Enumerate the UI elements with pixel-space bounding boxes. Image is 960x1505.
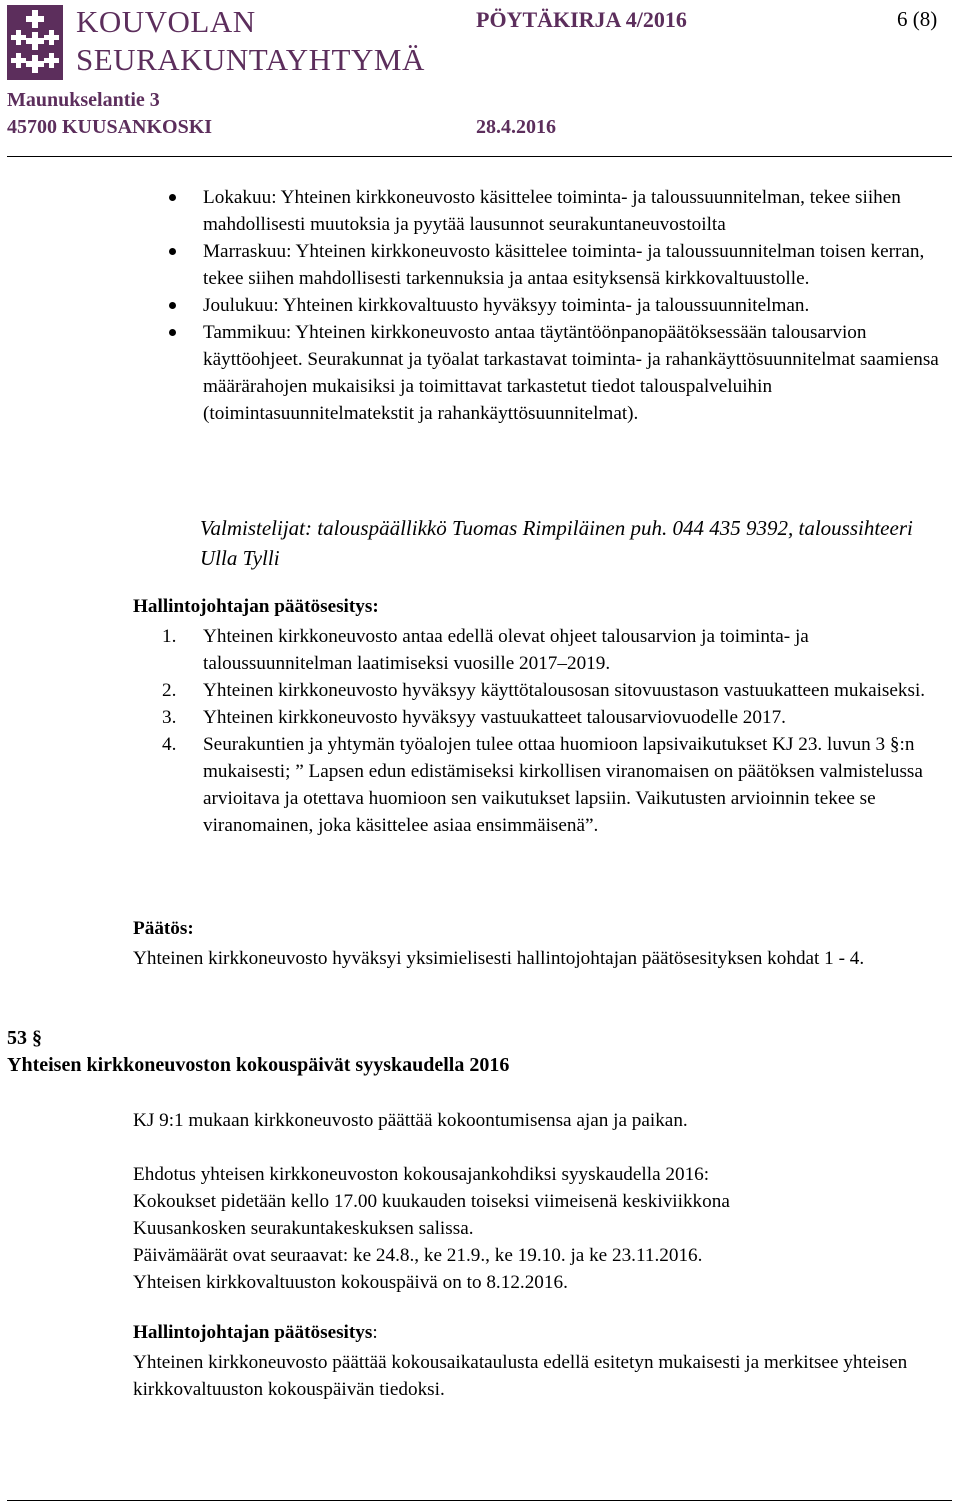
schedule-line: Yhteisen kirkkovaltuuston kokouspäivä on to 8.12.2016.: [133, 1272, 568, 1293]
section-title: Yhteisen kirkkoneuvoston kokouspäivät syyskaudella 2016: [7, 1054, 510, 1076]
schedule-bullet-list: [163, 184, 953, 427]
item-number: 3.: [162, 707, 177, 728]
proposal-numbered-list: [133, 623, 953, 839]
address-city: 45700 KUUSANKOSKI: [7, 116, 213, 138]
preparers-note: Valmistelijat: talouspäällikkö Tuomas Rimpiläinen puh. 044 435 9392, taloussihteeri Ulla Tylli: [200, 516, 913, 570]
org-name-line1: KOUVOLAN: [76, 4, 256, 39]
decision-text: Yhteinen kirkkoneuvosto hyväksyi yksimielisesti hallintojohtajan päätösesityksen kohdat 1 - 4.: [133, 948, 865, 969]
schedule-line: Päivämäärät ovat seuraavat: ke 24.8., ke 21.9., ke 19.10. ja ke 23.11.2016.: [133, 1245, 703, 1266]
section-intro: KJ 9:1 mukaan kirkkoneuvosto päättää kokoontumisensa ajan ja paikan.: [133, 1110, 688, 1131]
item-text: Seurakuntien ja yhtymän työalojen tulee ottaa huomioon lapsivaikutukset KJ 23. luvun 3 §:n mukaisesti; ” Lapsen edun edistämiseksi kirkollisen viranomaisen on päätöksen valmistelussa arvioitava ja otettava huomioon sen vaikutukset lapsiin. Vaikutusten arvioinnin tekee se viranomainen, joka käsittelee asiaa ensimmäisenä”.: [203, 734, 923, 836]
section-proposal-text: Yhteinen kirkkoneuvosto päättää kokousaikataulusta edellä esitetyn mukaisesti ja merkitsee yhteisen kirkkovaltuuston kokouspäivän tiedoksi.: [133, 1352, 908, 1400]
proposal-item: [133, 704, 953, 731]
proposal-item: [133, 677, 953, 704]
item-text: Yhteinen kirkkoneuvosto hyväksyy vastuukatteet talousarviovuodelle 2017.: [203, 707, 786, 728]
item-number: 2.: [162, 680, 177, 701]
section-number: 53 §: [7, 1027, 42, 1049]
bullet-item: Lokakuu: Yhteinen kirkkoneuvosto käsittelee toiminta- ja taloussuunnitelman, tekee siihen mahdollisesti muutoksia ja pyytää lausunnot seurakuntaneuvostoilta: [163, 184, 953, 238]
cross-cluster-logo-icon: [7, 5, 63, 80]
address-street: Maunukselantie 3: [7, 89, 160, 111]
footer-divider: [7, 1500, 952, 1501]
document-title: PÖYTÄKIRJA 4/2016: [476, 7, 687, 32]
schedule-line: Ehdotus yhteisen kirkkoneuvoston kokousajankohdiksi syyskaudella 2016:: [133, 1164, 710, 1185]
header-divider: [7, 156, 952, 157]
decision-heading: Päätös:: [133, 918, 194, 939]
item-number: 1.: [162, 626, 177, 647]
proposal-item: [133, 623, 953, 677]
item-text: Yhteinen kirkkoneuvosto hyväksyy käyttötalousosan sitovuustason vastuukatteen mukaiseksi.: [203, 680, 926, 701]
section-proposal-colon: :: [372, 1322, 378, 1343]
schedule-line: Kuusankosken seurakuntakeskuksen salissa.: [133, 1218, 474, 1239]
section-proposal-label: Hallintojohtajan päätösesitys: [133, 1322, 373, 1343]
proposal-heading: Hallintojohtajan päätösesitys:: [133, 596, 379, 617]
page-number: 6 (8): [897, 7, 938, 31]
proposal-item: [133, 731, 953, 839]
item-number: 4.: [162, 734, 177, 755]
section-proposal-heading: [133, 1322, 378, 1344]
bullet-item: Tammikuu: Yhteinen kirkkoneuvosto antaa täytäntöönpanopäätöksessään talousarvion käyttöohjeet. Seurakunnat ja työalat tarkastavat toiminta- ja rahankäyttösuunnitelmat saamiensa määrärahojen mukaisiksi ja toimittavat tarkastetut tiedot talouspalveluihin (toimintasuunnitelmatekstit ja rahankäyttösuunnitelmat).: [163, 319, 953, 427]
schedule-line: Kokoukset pidetään kello 17.00 kuukauden toiseksi viimeisenä keskiviikkona: [133, 1191, 730, 1212]
org-name-line2: SEURAKUNTAYHTYMÄ: [76, 42, 425, 77]
item-text: Yhteinen kirkkoneuvosto antaa edellä olevat ohjeet talousarvion ja toiminta- ja taloussuunnitelman laatimiseksi vuosille 2017–2019.: [203, 626, 809, 674]
bullet-item: Marraskuu: Yhteinen kirkkoneuvosto käsittelee toiminta- ja taloussuunnitelman toisen kerran, tekee siihen mahdollisesti tarkennuksia ja antaa esityksensä kirkkovaltuustolle.: [163, 238, 953, 292]
document-date: 28.4.2016: [476, 116, 556, 138]
bullet-item: Joulukuu: Yhteinen kirkkovaltuusto hyväksyy toiminta- ja taloussuunnitelman.: [163, 292, 953, 319]
